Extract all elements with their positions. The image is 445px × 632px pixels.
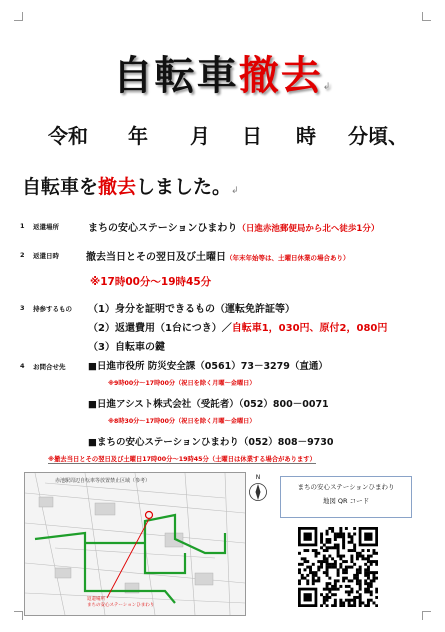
contact-city-hall-hours: ※9時00分～17時00分（祝日を除く月曜～金曜日） <box>108 380 256 387</box>
title-text: 自転車 <box>112 53 239 99</box>
return-location-text <box>88 219 379 234</box>
bottom-hours-note: ※撤去当日とその翌日及び土曜日17時00分～19時45分（土曜日は休業する場合があります） <box>48 456 316 463</box>
map-marker-label-2: まちの安心ステーションひまわり <box>87 603 155 608</box>
contact-assist-hours: ※8時30分～17時00分（祝日を除く月曜～金曜日） <box>108 418 256 425</box>
map-graphic <box>25 473 245 615</box>
contact-assist-company: ■日進アシスト株式会社（受託者）（052）800－0071 <box>88 399 329 410</box>
removal-notice-line <box>22 172 239 199</box>
bring-item-2-text: （2）返還費用（1台につき）／ <box>88 323 232 334</box>
contact-city-hall: ■日進市役所 防災安全課（0561）73－3279（直通） <box>88 361 328 372</box>
item-number-4: 4 <box>20 362 25 370</box>
bring-item-1: （1）身分を証明できるもの（運転免許証等） <box>88 304 295 315</box>
notice-text-1: 自転車を <box>22 176 99 198</box>
bring-item-2 <box>88 319 387 334</box>
page-title <box>0 44 445 101</box>
return-time-text: ※17時00分～19時45分 <box>90 276 212 288</box>
crop-mark-bottom-left <box>14 611 23 620</box>
item-label-1: 返還場所 <box>33 223 59 231</box>
qr-code[interactable] <box>298 527 378 607</box>
item-label-3: 持参するもの <box>33 305 72 313</box>
map-marker-label <box>87 597 154 609</box>
return-date-text <box>86 248 350 263</box>
compass-icon <box>248 482 268 502</box>
date-label-reiwa: 令和 <box>48 124 88 148</box>
crop-mark-top-left <box>14 12 23 21</box>
notice-text-red: 撤去 <box>98 176 137 198</box>
return-location-marker <box>146 512 153 519</box>
date-label-hour: 時 <box>296 124 316 148</box>
return-fee-text: 自転車1，030円、原付2，080円 <box>231 323 388 334</box>
date-label-month: 月 <box>190 124 210 148</box>
return-location-name: まちの安心ステーションひまわり <box>88 223 238 234</box>
item-label-2: 返還日時 <box>33 252 59 260</box>
bring-item-3: （3）自転車の鍵 <box>88 342 165 353</box>
compass-north-label: N <box>255 474 261 481</box>
return-date-main: 撤去当日とその翌日及び土曜日 <box>86 252 226 263</box>
item-number-3: 3 <box>20 304 25 312</box>
crop-mark-top-right <box>422 12 431 21</box>
map-title: 赤池駅周辺自転車等放置禁止区域（参考） <box>55 478 151 484</box>
notice-text-2: しました。 <box>136 176 232 198</box>
item-number-1: 1 <box>20 222 25 230</box>
return-date-note: （年末年始等は、土曜日休業の場合あり） <box>226 254 350 262</box>
area-map <box>24 472 246 616</box>
qr-label-line-2: 地図 QR コード <box>322 497 370 505</box>
date-label-year: 年 <box>128 124 148 148</box>
qr-label-box <box>280 476 412 518</box>
item-number-2: 2 <box>20 251 25 259</box>
paragraph-mark: ↲ <box>322 82 333 92</box>
crop-mark-bottom-right <box>422 611 431 620</box>
map-marker-label-1: 返還場所 <box>87 597 105 602</box>
qr-label-line-1: まちの安心ステーションひまわり <box>297 483 395 491</box>
title-red-text: 撤去 <box>238 53 323 99</box>
paragraph-mark: ↲ <box>231 186 239 196</box>
contact-himawari: ■まちの安心ステーションひまわり（052）808－9730 <box>88 437 334 448</box>
date-label-minute: 分頃、 <box>348 124 408 148</box>
return-location-note: （日進赤池郵便局から北へ徒歩1分） <box>237 224 380 234</box>
item-label-4: お問合せ先 <box>33 363 66 371</box>
date-label-day: 日 <box>242 124 262 148</box>
